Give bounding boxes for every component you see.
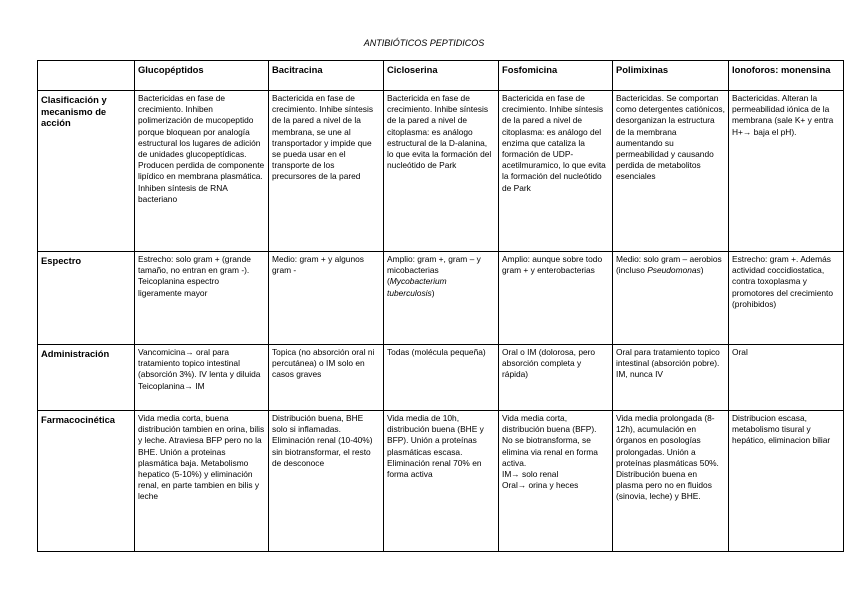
table-cell: Estrecho: gram +. Además actividad coccidiostatica, contra toxoplasma y promotores del crecimiento (prohibidos) <box>729 252 844 345</box>
row-header: Farmacocinética <box>38 411 135 552</box>
column-header-fosfomicina: Fosfomicina <box>499 61 613 91</box>
spectrum-text: Amplio: gram +, gram – y micobacterias ( <box>387 254 481 287</box>
table-cell: Bactericida en fase de crecimiento. Inhibe síntesis de la pared a nivel de citoplasma: es análogo estructural de la D-alanina, lo que evita la formación del nucleótido de Park <box>384 91 499 252</box>
column-header-glucopeptidos: Glucopéptidos <box>135 61 269 91</box>
table-cell: Todas (molécula pequeña) <box>384 345 499 411</box>
table-cell: Topica (no absorción oral ni percutánea) o IM solo en casos graves <box>269 345 384 411</box>
table-cell: Bactericidas en fase de crecimiento. Inhiben polimerización de mucopeptido porque bloquean por analogía estructural los lugares de adición de unidades glucopeptídicas. Producen perdida de componente lipídico en membrana plasmática. Inhiben síntesis de RNA bacteriano <box>135 91 269 252</box>
table-cell: Oral para tratamiento topico intestinal (absorción pobre). IM, nunca IV <box>613 345 729 411</box>
table-cell: Vancomicina→ oral para tratamiento topico intestinal (absorción 3%). IV lenta y diluida Teicoplanina→ IM <box>135 345 269 411</box>
table-cell <box>613 252 729 345</box>
table-row-farmacocinetica <box>38 411 844 552</box>
spectrum-text: ) <box>700 265 704 276</box>
species-name: Mycobacterium tuberculosis <box>387 276 447 298</box>
column-header-ionoforos: Ionoforos: monensina <box>729 61 844 91</box>
table-row-espectro <box>38 252 844 345</box>
column-header-polimixinas: Polimixinas <box>613 61 729 91</box>
column-header-bacitracina: Bacitracina <box>269 61 384 91</box>
table-cell: Bactericidas. Alteran la permeabilidad iónica de la membrana (sale K+ y entra H+→ baja el pH). <box>729 91 844 252</box>
row-header: Administración <box>38 345 135 411</box>
table-cell: Vida media prolongada (8-12h), acumulación en órganos en posologías prolongadas. Unión a proteínas plasmáticas 50%. Distribución buena en plasma pero no en fluidos (sinovia, leche) y BHE. <box>613 411 729 552</box>
table-cell: Medio: gram + y algunos gram - <box>269 252 384 345</box>
table-cell: Distribución buena, BHE solo si inflamadas. Eliminación renal (10-40%) sin biotransformar, el resto de desconoce <box>269 411 384 552</box>
row-header: Espectro <box>38 252 135 345</box>
table-header-row <box>38 61 844 91</box>
table-cell: Vida media corta, distribución buena (BFP). No se biotransforma, se elimina via renal en forma activa. IM→ solo renal Oral→ orina y heces <box>499 411 613 552</box>
table-row-administracion <box>38 345 844 411</box>
table-cell: Bactericidas. Se comportan como detergentes catiónicos, desorganizan la estructura de la membrana aumentando su permeabilidad y causando perdida de metabolitos esenciales <box>613 91 729 252</box>
table-cell: Amplio: aunque sobre todo gram + y enterobacterias <box>499 252 613 345</box>
table-cell: Oral o IM (dolorosa, pero absorción completa y rápida) <box>499 345 613 411</box>
table-cell: Vida media corta, buena distribución tambien en orina, bilis y leche. Atraviesa BFP pero no la BHE. Unión a proteinas plasmática baja. Metabolismo hepatico (5-10%) y eliminación renal, en parte tambien en bilis y leche <box>135 411 269 552</box>
spectrum-text: ) <box>431 287 435 298</box>
spectrum-text: Medio: solo gram – aerobios (incluso <box>616 254 722 276</box>
table-cell: Bactericida en fase de crecimiento. Inhibe síntesis de la pared a nivel de la membrana, se une al transportador y impide que se pueda usar en el transporte de los precursores de la pared <box>269 91 384 252</box>
table-cell: Bactericida en fase de crecimiento. Inhibe síntesis de la pared a nivel de citoplasma: es análogo del enzima que cataliza la formación de UDP-acetilmuramico, lo que evita la formación del nucleótido de Park <box>499 91 613 252</box>
species-name: Pseudomonas <box>647 265 701 276</box>
document-title: ANTIBIÓTICOS PEPTIDICOS <box>363 38 485 48</box>
antibiotics-table <box>37 60 844 552</box>
table-cell: Vida media de 10h, distribución buena (BHE y BFP). Unión a proteínas plasmáticas escasa. Eliminación renal 70% en forma activa <box>384 411 499 552</box>
table-cell: Estrecho: solo gram + (grande tamaño, no entran en gram -). Teicoplanina espectro ligeramente mayor <box>135 252 269 345</box>
table-cell <box>384 252 499 345</box>
table-cell: Distribucion escasa, metabolismo tisural y hepático, eliminacion biliar <box>729 411 844 552</box>
table-cell: Oral <box>729 345 844 411</box>
row-header: Clasificación y mecanismo de acción <box>38 91 135 252</box>
table-row-clasificacion <box>38 91 844 252</box>
column-header-cicloserina: Cicloserina <box>384 61 499 91</box>
column-header-empty <box>38 61 135 91</box>
